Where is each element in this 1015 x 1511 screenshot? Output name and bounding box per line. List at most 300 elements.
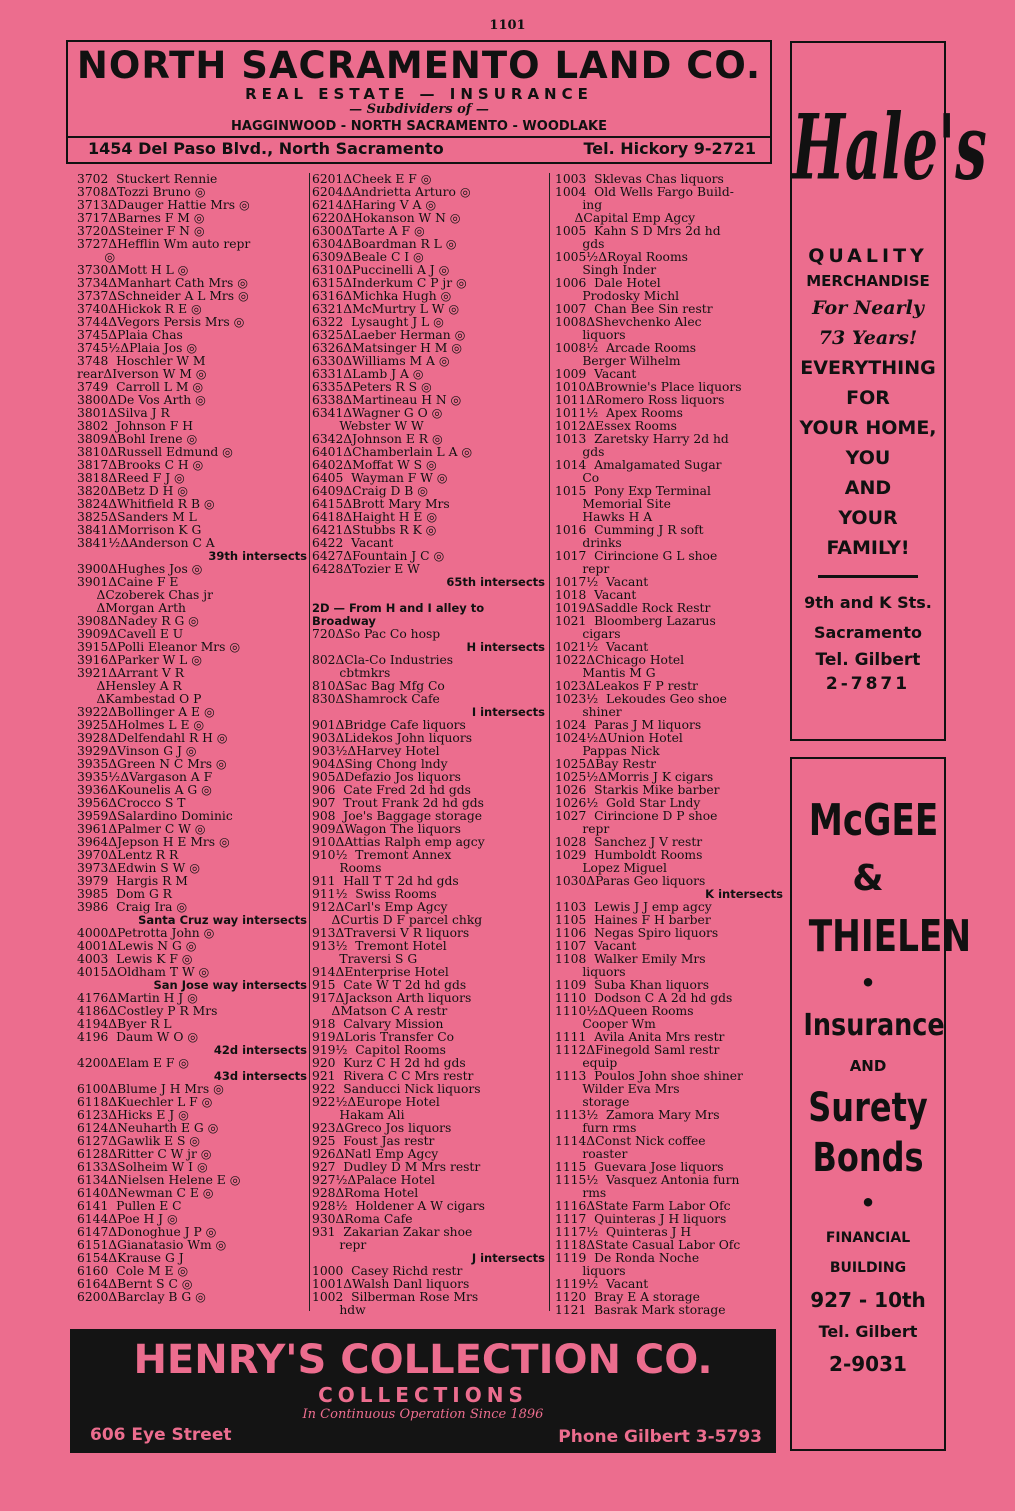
directory-entry: 1103 Lewis J J emp agcy [555, 900, 712, 914]
directory-entry: 6331ΔLamb J A ◎ [312, 367, 424, 381]
directory-entry: 1105 Haines F H barber [555, 913, 711, 927]
directory-entry: 1021 Bloomberg Lazarus [555, 614, 716, 628]
directory-entry: 6309ΔBeale C I ◎ [312, 250, 424, 264]
directory-entry: 720ΔSo Pac Co hosp [312, 627, 441, 641]
directory-entry: 919½ Capitol Rooms [312, 1043, 446, 1057]
directory-entry: ΔMatson C A restr [312, 1004, 448, 1018]
directory-entry: rearΔIverson W M ◎ [77, 367, 207, 381]
directory-entry: 3935ΔGreen N C Mrs ◎ [77, 757, 227, 771]
directory-entry: 904ΔSing Chong lndy [312, 757, 448, 771]
directory-entry: Traversi S G [312, 952, 418, 966]
directory-entry: 1110½ΔQueen Rooms [555, 1004, 694, 1018]
directory-entry: 3802 Johnson F H [77, 419, 193, 433]
directory-entry: 930ΔRoma Cafe [312, 1212, 413, 1226]
directory-entry: Memorial Site [555, 497, 671, 511]
directory-entry: 920 Kurz C H 2d hd gds [312, 1056, 466, 1070]
directory-entry: 3800ΔDe Vos Arth ◎ [77, 393, 206, 407]
ad-tagline: In Continuous Operation Since 1896 [302, 1407, 544, 1422]
directory-entry: 911 Hall T T 2d hd gds [312, 874, 459, 888]
directory-entry: 1024 Paras J M liquors [555, 718, 702, 732]
ad-line: YOUR HOME, [799, 417, 937, 439]
directory-entry: 1017 Cirincione G L shoe [555, 549, 718, 563]
directory-entry: 3928ΔDelfendahl R H ◎ [77, 731, 228, 745]
ad-line: Surety [808, 1085, 928, 1131]
directory-entry: 1011ΔRomero Ross liquors [555, 393, 725, 407]
directory-entry: 3749 Carroll L M ◎ [77, 380, 204, 394]
ad-line: QUALITY [808, 245, 928, 267]
directory-column-2 [312, 173, 545, 1317]
directory-entry: 1001ΔWalsh Danl liquors [312, 1277, 470, 1291]
directory-entry: 6325ΔLaeber Herman ◎ [312, 328, 466, 342]
ad-line: FINANCIAL [825, 1230, 911, 1246]
divider [818, 575, 918, 578]
directory-entry: 1121 Basrak Mark storage [555, 1303, 726, 1317]
directory-entry: liquors [555, 965, 626, 979]
directory-entry: 6415ΔBrott Mary Mrs [312, 497, 450, 511]
directory-entry: 3730ΔMott H L ◎ [77, 263, 189, 277]
directory-entry: 6315ΔInderkum C P jr ◎ [312, 276, 467, 290]
directory-entry: 3900ΔHughes Jos ◎ [77, 562, 203, 576]
directory-entry: 1025½ΔMorris J K cigars [555, 770, 714, 784]
ad-line: FAMILY! [826, 537, 910, 559]
directory-entry: 1109 Suba Khan liquors [555, 978, 710, 992]
directory-entry: 1026½ Gold Star Lndy [555, 796, 701, 810]
directory-entry: gds [555, 445, 605, 459]
directory-entry: 6422 Vacant [312, 536, 394, 550]
directory-entry: 3708ΔTozzi Bruno ◎ [77, 185, 206, 199]
ad-line: & [852, 858, 884, 899]
directory-entry: 927 Dudley D M Mrs restr [312, 1160, 481, 1174]
directory-entry: 830ΔShamrock Cafe [312, 692, 440, 706]
directory-entry: Hakam Ali [312, 1108, 405, 1122]
directory-entry: 1010ΔBrownie's Place liquors [555, 380, 742, 394]
ad-title: NORTH SACRAMENTO LAND CO. [76, 44, 762, 87]
directory-entry: 928½ Holdener A W cigars [312, 1199, 485, 1213]
directory-entry: 3825ΔSanders M L [77, 510, 197, 524]
directory-entry: 6409ΔCraig D B ◎ [312, 484, 428, 498]
directory-entry: 4001ΔLewis N G ◎ [77, 939, 197, 953]
directory-entry: 928ΔRoma Hotel [312, 1186, 419, 1200]
ad-address: 9th and K Sts. [804, 593, 932, 612]
directory-entry: hdw [312, 1303, 366, 1317]
directory-entry: 6140ΔNewman C E ◎ [77, 1186, 214, 1200]
directory-entry: 907 Trout Frank 2d hd gds [312, 796, 484, 810]
directory-entry: 3809ΔBohl Irene ◎ [77, 432, 198, 446]
bullet-icon: • [860, 969, 876, 997]
directory-entry: 1013 Zaretsky Harry 2d hd [555, 432, 729, 446]
directory-entry: 911½ Swiss Rooms [312, 887, 437, 901]
directory-entry: 6326ΔMatsinger H M ◎ [312, 341, 463, 355]
ad-line: Bonds [812, 1135, 924, 1181]
directory-entry: 910½ Tremont Annex [312, 848, 452, 862]
directory-entry: ing [555, 198, 603, 212]
directory-entry: 910ΔAttias Ralph emp agcy [312, 835, 485, 849]
ad-title: HENRY'S COLLECTION CO. [133, 1337, 713, 1383]
directory-entry: 3841ΔMorrison K G [77, 523, 202, 537]
directory-entry: 1003 Sklevas Chas liquors [555, 172, 724, 186]
ad-line: AND [849, 1057, 887, 1075]
directory-entry: 3925ΔHolmes L E ◎ [77, 718, 205, 732]
directory-entry: 3810ΔRussell Edmund ◎ [77, 445, 233, 459]
directory-entry: cbtmkrs [312, 666, 391, 680]
directory-entry: 1112ΔFinegold Saml restr [555, 1043, 720, 1057]
directory-entry: 913ΔTraversi V R liquors [312, 926, 470, 940]
directory-entry: 4186ΔCostley P R Mrs [77, 1004, 218, 1018]
directory-entry: Singh Inder [555, 263, 657, 277]
directory-entry: 922½ΔEurope Hotel [312, 1095, 440, 1109]
ad-city: Sacramento [813, 623, 923, 642]
directory-entry: 3921ΔArrant V R [77, 666, 184, 680]
directory-entry: 3970ΔLentz R R [77, 848, 179, 862]
directory-entry: 901ΔBridge Cafe liquors [312, 718, 466, 732]
directory-entry: Prodosky Michl [555, 289, 680, 303]
directory-entry: 908 Joe's Baggage storage [312, 809, 483, 823]
directory-entry: 1016 Cumming J R soft [555, 523, 704, 537]
directory-entry: cigars [555, 627, 621, 641]
hales-ad [790, 41, 987, 741]
ad-contact-row [68, 136, 770, 162]
directory-entry: 3817ΔBrooks C H ◎ [77, 458, 204, 472]
ad-address: 606 Eye Street [90, 1425, 232, 1445]
directory-entry: 1029 Humboldt Rooms [555, 848, 703, 862]
directory-entry: 931 Zakarian Zakar shoe [312, 1225, 473, 1239]
directory-entry: 3748 Hoschler W M [77, 354, 206, 368]
directory-entry: ΔHensley A R [77, 679, 182, 693]
directory-entry: liquors [555, 328, 626, 342]
bullet-icon: • [860, 1189, 876, 1217]
directory-entry: 6342ΔJohnson E R ◎ [312, 432, 443, 446]
directory-entry: 1000 Casey Richd restr [312, 1264, 463, 1278]
directory-entry: 1116ΔState Farm Labor Ofc [555, 1199, 731, 1213]
directory-entry: Webster W W [312, 419, 424, 433]
directory-column-3 [555, 173, 783, 1317]
directory-entry: 1028 Sanchez J V restr [555, 835, 703, 849]
directory-entry: drinks [555, 536, 622, 550]
directory-entry: Berger Wilhelm [555, 354, 681, 368]
directory-entry: 3744ΔVegors Persis Mrs ◎ [77, 315, 245, 329]
directory-entry: 926ΔNatl Emp Agcy [312, 1147, 439, 1161]
page-number: 1101 [489, 18, 526, 33]
ad-areas: HAGGINWOOD - NORTH SACRAMENTO - WOODLAKE [231, 119, 607, 134]
directory-entry: 3720ΔSteiner F N ◎ [77, 224, 205, 238]
directory-entry: 1106 Negas Spiro liquors [555, 926, 719, 940]
directory-entry: Rooms [312, 861, 382, 875]
directory-entry: 6427ΔFountain J C ◎ [312, 549, 445, 563]
directory-entry: 3801ΔSilva J R [77, 406, 170, 420]
directory-entry: 6133ΔSolheim W I ◎ [77, 1160, 208, 1174]
directory-entry: 1012ΔEssex Rooms [555, 419, 677, 433]
directory-entry: 6418ΔHaight H E ◎ [312, 510, 438, 524]
directory-entry: repr [555, 562, 610, 576]
directory-entry: 913½ Tremont Hotel [312, 939, 447, 953]
directory-entry: 6304ΔBoardman R L ◎ [312, 237, 457, 251]
directory-entry: 6124ΔNeuharth E G ◎ [77, 1121, 219, 1135]
directory-entry: 3818ΔReed F J ◎ [77, 471, 185, 485]
directory-entry: 1018 Vacant [555, 588, 637, 602]
directory-entry: 1023ΔLeakos F P restr [555, 679, 698, 693]
cross-street-heading: H intersects [466, 640, 545, 654]
directory-entry: 1009 Vacant [555, 367, 637, 381]
ad-phone-label: Tel. Gilbert [818, 1322, 918, 1341]
ad-line: McGEE [808, 795, 939, 846]
directory-entry: 1017½ Vacant [555, 575, 649, 589]
directory-entry: 3959ΔSalardino Dominic [77, 809, 233, 823]
directory-entry: 6204ΔAndrietta Arturo ◎ [312, 185, 471, 199]
directory-entry: 1110 Dodson C A 2d hd gds [555, 991, 733, 1005]
directory-entry: Mantis M G [555, 666, 656, 680]
directory-entry: 6401ΔChamberlain L A ◎ [312, 445, 473, 459]
directory-entry: repr [555, 822, 610, 836]
directory-entry: 1015 Pony Exp Terminal [555, 484, 711, 498]
section-heading: Broadway [312, 614, 376, 628]
directory-entry: 3734ΔManhart Cath Mrs ◎ [77, 276, 248, 290]
directory-entry: 3973ΔEdwin S W ◎ [77, 861, 200, 875]
directory-entry: 1107 Vacant [555, 939, 637, 953]
directory-entry: 3916ΔParker W L ◎ [77, 653, 202, 667]
directory-entry: 6335ΔPeters R S ◎ [312, 380, 432, 394]
directory-entry: 3901ΔCaine F E [77, 575, 179, 589]
directory-entry: 6123ΔHicks E J ◎ [77, 1108, 189, 1122]
directory-entry: 1022ΔChicago Hotel [555, 653, 685, 667]
directory-entry: 912ΔCarl's Emp Agcy [312, 900, 448, 914]
directory-entry: Cooper Wm [555, 1017, 656, 1031]
directory-entry: 1008½ Arcade Rooms [555, 341, 697, 355]
ad-line: 73 Years! [818, 327, 918, 349]
directory-entry: furn rms [555, 1121, 637, 1135]
directory-entry: 918 Calvary Mission [312, 1017, 444, 1031]
directory-entry: 1004 Old Wells Fargo Build- [555, 185, 734, 199]
directory-entry: 6321ΔMcMurtry L W ◎ [312, 302, 460, 316]
directory-entry: 3979 Hargis R M [77, 874, 188, 888]
directory-entry: 3956ΔCrocco S T [77, 796, 186, 810]
directory-entry: 6201ΔCheek E F ◎ [312, 172, 432, 186]
directory-entry: 927½ΔPalace Hotel [312, 1173, 435, 1187]
directory-entry: gds [555, 237, 605, 251]
directory-entry: 3929ΔVinson G J ◎ [77, 744, 197, 758]
ad-line: YOUR [838, 507, 898, 529]
directory-entry: 1114ΔConst Nick coffee [555, 1134, 706, 1148]
directory-entry: 1027 Cirincione D P shoe [555, 809, 718, 823]
ad-phone-number: 2-9031 [829, 1352, 907, 1376]
directory-entry: 6428ΔTozier E W [312, 562, 420, 576]
directory-entry: 6100ΔBlume J H Mrs ◎ [77, 1082, 224, 1096]
directory-entry: 6405 Wayman F W ◎ [312, 471, 448, 485]
directory-entry: 1005 Kahn S D Mrs 2d hd [555, 224, 721, 238]
directory-entry: 3820ΔBetz D H ◎ [77, 484, 188, 498]
directory-entry: 6322 Lysaught J L ◎ [312, 315, 444, 329]
directory-entry: 1002 Silberman Rose Mrs [312, 1290, 479, 1304]
column-divider [549, 173, 550, 1311]
directory-entry: 3961ΔPalmer C W ◎ [77, 822, 206, 836]
ad-line: For Nearly [812, 297, 924, 319]
directory-entry: Hawks H A [555, 510, 653, 524]
directory-entry: 922 Sanducci Nick liquors [312, 1082, 481, 1096]
directory-entry: 6160 Cole M E ◎ [77, 1264, 189, 1278]
directory-entry: 3841½ΔAnderson C A [77, 536, 215, 550]
directory-entry: 903ΔLidekos John liquors [312, 731, 473, 745]
directory-entry: 6128ΔRitter C W jr ◎ [77, 1147, 212, 1161]
directory-entry: 3745ΔPlaia Chas [77, 328, 183, 342]
directory-entry: 1118ΔState Casual Labor Ofc [555, 1238, 741, 1252]
directory-entry: 3717ΔBarnes F M ◎ [77, 211, 205, 225]
hales-logo: Hale's [792, 95, 987, 201]
directory-column-1 [77, 173, 307, 1304]
directory-entry: 1117½ Quinteras J H [555, 1225, 692, 1239]
directory-entry: 3936ΔKounelis A G ◎ [77, 783, 212, 797]
directory-entry: 3824ΔWhitfield R B ◎ [77, 497, 215, 511]
directory-entry: ◎ [77, 250, 116, 264]
cross-street-heading: 42d intersects [213, 1043, 307, 1057]
ad-line: BUILDING [829, 1260, 907, 1276]
cross-street-heading: 39th intersects [208, 549, 307, 563]
ad-phone: Phone Gilbert 3-5793 [558, 1427, 762, 1447]
directory-entry: 919ΔLoris Transfer Co [312, 1030, 455, 1044]
directory-entry: 3727ΔHefflin Wm auto repr [77, 237, 251, 251]
directory-entry: 914ΔEnterprise Hotel [312, 965, 449, 979]
ad-phone: Tel. Hickory 9-2721 [583, 139, 756, 158]
directory-entry: 6151ΔGianatasio Wm ◎ [77, 1238, 227, 1252]
directory-entry: 1025ΔBay Restr [555, 757, 657, 771]
directory-entry: 903½ΔHarvey Hotel [312, 744, 440, 758]
cross-street-heading: Santa Cruz way intersects [138, 913, 307, 927]
directory-entry: equip [555, 1056, 618, 1070]
directory-entry: 1115 Guevara Jose liquors [555, 1160, 724, 1174]
directory-entry: 3713ΔDauger Hattie Mrs ◎ [77, 198, 250, 212]
directory-entry: 915 Cate W T 2d hd gds [312, 978, 467, 992]
cross-street-heading: J intersects [471, 1251, 545, 1265]
ad-line: YOU [845, 447, 891, 469]
cross-street-heading: San Jose way intersects [153, 978, 307, 992]
ad-phone-number: 2-7871 [825, 674, 911, 694]
directory-entry: 1011½ Apex Rooms [555, 406, 683, 420]
directory-entry: 1014 Amalgamated Sugar [555, 458, 722, 472]
directory-entry: 4196 Daum W O ◎ [77, 1030, 199, 1044]
directory-entry: 1120 Bray E A storage [555, 1290, 700, 1304]
directory-entry: 6200ΔBarclay B G ◎ [77, 1290, 206, 1304]
directory-entry: 921 Rivera C C Mrs restr [312, 1069, 474, 1083]
directory-entry: 3985 Dom G R [77, 887, 172, 901]
ad-subtitle: — Subdividers of — [349, 102, 489, 117]
directory-entry: 3740ΔHickok R E ◎ [77, 302, 202, 316]
cross-street-heading: K intersects [705, 887, 783, 901]
directory-entry: liquors [555, 1264, 626, 1278]
cross-street-heading: I intersects [471, 705, 545, 719]
directory-entry: 3964ΔJepson H E Mrs ◎ [77, 835, 230, 849]
directory-entry: ΔCzoberek Chas jr [77, 588, 213, 602]
directory-entry: 1119½ Vacant [555, 1277, 649, 1291]
directory-entry: 1113½ Zamora Mary Mrs [555, 1108, 720, 1122]
directory-entry: 6341ΔWagner G O ◎ [312, 406, 443, 420]
directory-entry: 925 Foust Jas restr [312, 1134, 435, 1148]
directory-entry: 4176ΔMartin H J ◎ [77, 991, 198, 1005]
directory-entry: 802ΔCla-Co Industries [312, 653, 454, 667]
directory-entry: Wilder Eva Mrs [555, 1082, 680, 1096]
directory-entry: 6164ΔBernt S C ◎ [77, 1277, 193, 1291]
directory-entry: 1117 Quinteras J H liquors [555, 1212, 727, 1226]
directory-entry: 4194ΔByer R L [77, 1017, 172, 1031]
directory-entry: 6330ΔWilliams M A ◎ [312, 354, 450, 368]
directory-entry: storage [555, 1095, 630, 1109]
directory-entry: 1021½ Vacant [555, 640, 649, 654]
directory-entry: ΔCapital Emp Agcy [555, 211, 696, 225]
directory-entry: 1113 Poulos John shoe shiner [555, 1069, 743, 1083]
cross-street-heading: 43d intersects [213, 1069, 307, 1083]
directory-entry: 6316ΔMichka Hugh ◎ [312, 289, 452, 303]
directory-entry: 6118ΔKuechler L F ◎ [77, 1095, 213, 1109]
directory-entry: 3745½ΔPlaia Jos ◎ [77, 341, 198, 355]
directory-entry: 923ΔGreco Jos liquors [312, 1121, 452, 1135]
ad-line: EVERYTHING [800, 357, 936, 379]
directory-entry: 1006 Dale Hotel [555, 276, 661, 290]
directory-entry: 6144ΔPoe H J ◎ [77, 1212, 178, 1226]
directory-entry: shiner [555, 705, 622, 719]
directory-entry: 1119 De Ronda Noche [555, 1251, 700, 1265]
ad-services: REAL ESTATE — INSURANCE [245, 85, 593, 103]
directory-entry: 906 Cate Fred 2d hd gds [312, 783, 471, 797]
directory-entry: 1008ΔShevchenko Alec [555, 315, 702, 329]
ad-line: THIELEN [808, 911, 972, 962]
directory-entry: ΔKambestad O P [77, 692, 202, 706]
directory-entry: 1019ΔSaddle Rock Restr [555, 601, 711, 615]
directory-entry: 6147ΔDonoghue J P ◎ [77, 1225, 217, 1239]
henrys-collection-ad [70, 1329, 776, 1453]
directory-entry: 3915ΔPolli Eleanor Mrs ◎ [77, 640, 241, 654]
directory-entry: 810ΔSac Bag Mfg Co [312, 679, 445, 693]
directory-entry: ΔMorgan Arth [77, 601, 186, 615]
directory-entry: 1005½ΔRoyal Rooms [555, 250, 688, 264]
directory-entry: 1111 Avila Anita Mrs restr [555, 1030, 725, 1044]
directory-entry: 4000ΔPetrotta John ◎ [77, 926, 215, 940]
directory-entry: 6338ΔMartineau H N ◎ [312, 393, 462, 407]
cross-street-heading: 65th intersects [446, 575, 545, 589]
directory-entry: 6141 Pullen E C [77, 1199, 182, 1213]
directory-entry: 6220ΔHokanson W N ◎ [312, 211, 461, 225]
directory-entry: roaster [555, 1147, 628, 1161]
ad-line: AND [844, 477, 892, 499]
directory-entry: Co [555, 471, 600, 485]
directory-entry: 1024½ΔUnion Hotel [555, 731, 683, 745]
section-heading: 2D — From H and I alley to [312, 601, 485, 615]
directory-entry: Lopez Miguel [555, 861, 667, 875]
directory-entry: 1115½ Vasquez Antonia furn [555, 1173, 740, 1187]
directory-entry: 1023½ Lekoudes Geo shoe [555, 692, 727, 706]
directory-entry: 3702 Stuckert Rennie [77, 172, 218, 186]
directory-entry: 4003 Lewis K F ◎ [77, 952, 193, 966]
directory-entry: 3737ΔSchneider A L Mrs ◎ [77, 289, 249, 303]
directory-entry: 909ΔWagon The liquors [312, 822, 461, 836]
ad-service: COLLECTIONS [318, 1383, 528, 1407]
directory-entry: 6402ΔMoffat W S ◎ [312, 458, 437, 472]
directory-entry: 1007 Chan Bee Sin restr [555, 302, 713, 316]
directory-entry: 6154ΔKrause G J [77, 1251, 184, 1265]
ad-line: FOR [846, 387, 890, 409]
directory-entry: 6214ΔHaring V A ◎ [312, 198, 437, 212]
directory-entry: ΔCurtis D F parcel chkg [312, 913, 483, 927]
directory-entry: Pappas Nick [555, 744, 660, 758]
directory-entry: repr [312, 1238, 367, 1252]
directory-entry: 6300ΔTarte A F ◎ [312, 224, 425, 238]
directory-entry: 3922ΔBollinger A E ◎ [77, 705, 215, 719]
directory-entry: 905ΔDefazio Jos liquors [312, 770, 461, 784]
ad-address: 927 - 10th [810, 1288, 926, 1312]
ad-phone-label: Tel. Gilbert [815, 650, 921, 670]
north-sacramento-land-ad [66, 40, 772, 164]
ad-address: 1454 Del Paso Blvd., North Sacramento [88, 139, 444, 158]
directory-entry: 6127ΔGawlik E S ◎ [77, 1134, 201, 1148]
ad-line: MERCHANDISE [806, 272, 930, 290]
directory-entry: 3935½ΔVargason A F [77, 770, 213, 784]
directory-entry: 3986 Craig Ira ◎ [77, 900, 188, 914]
